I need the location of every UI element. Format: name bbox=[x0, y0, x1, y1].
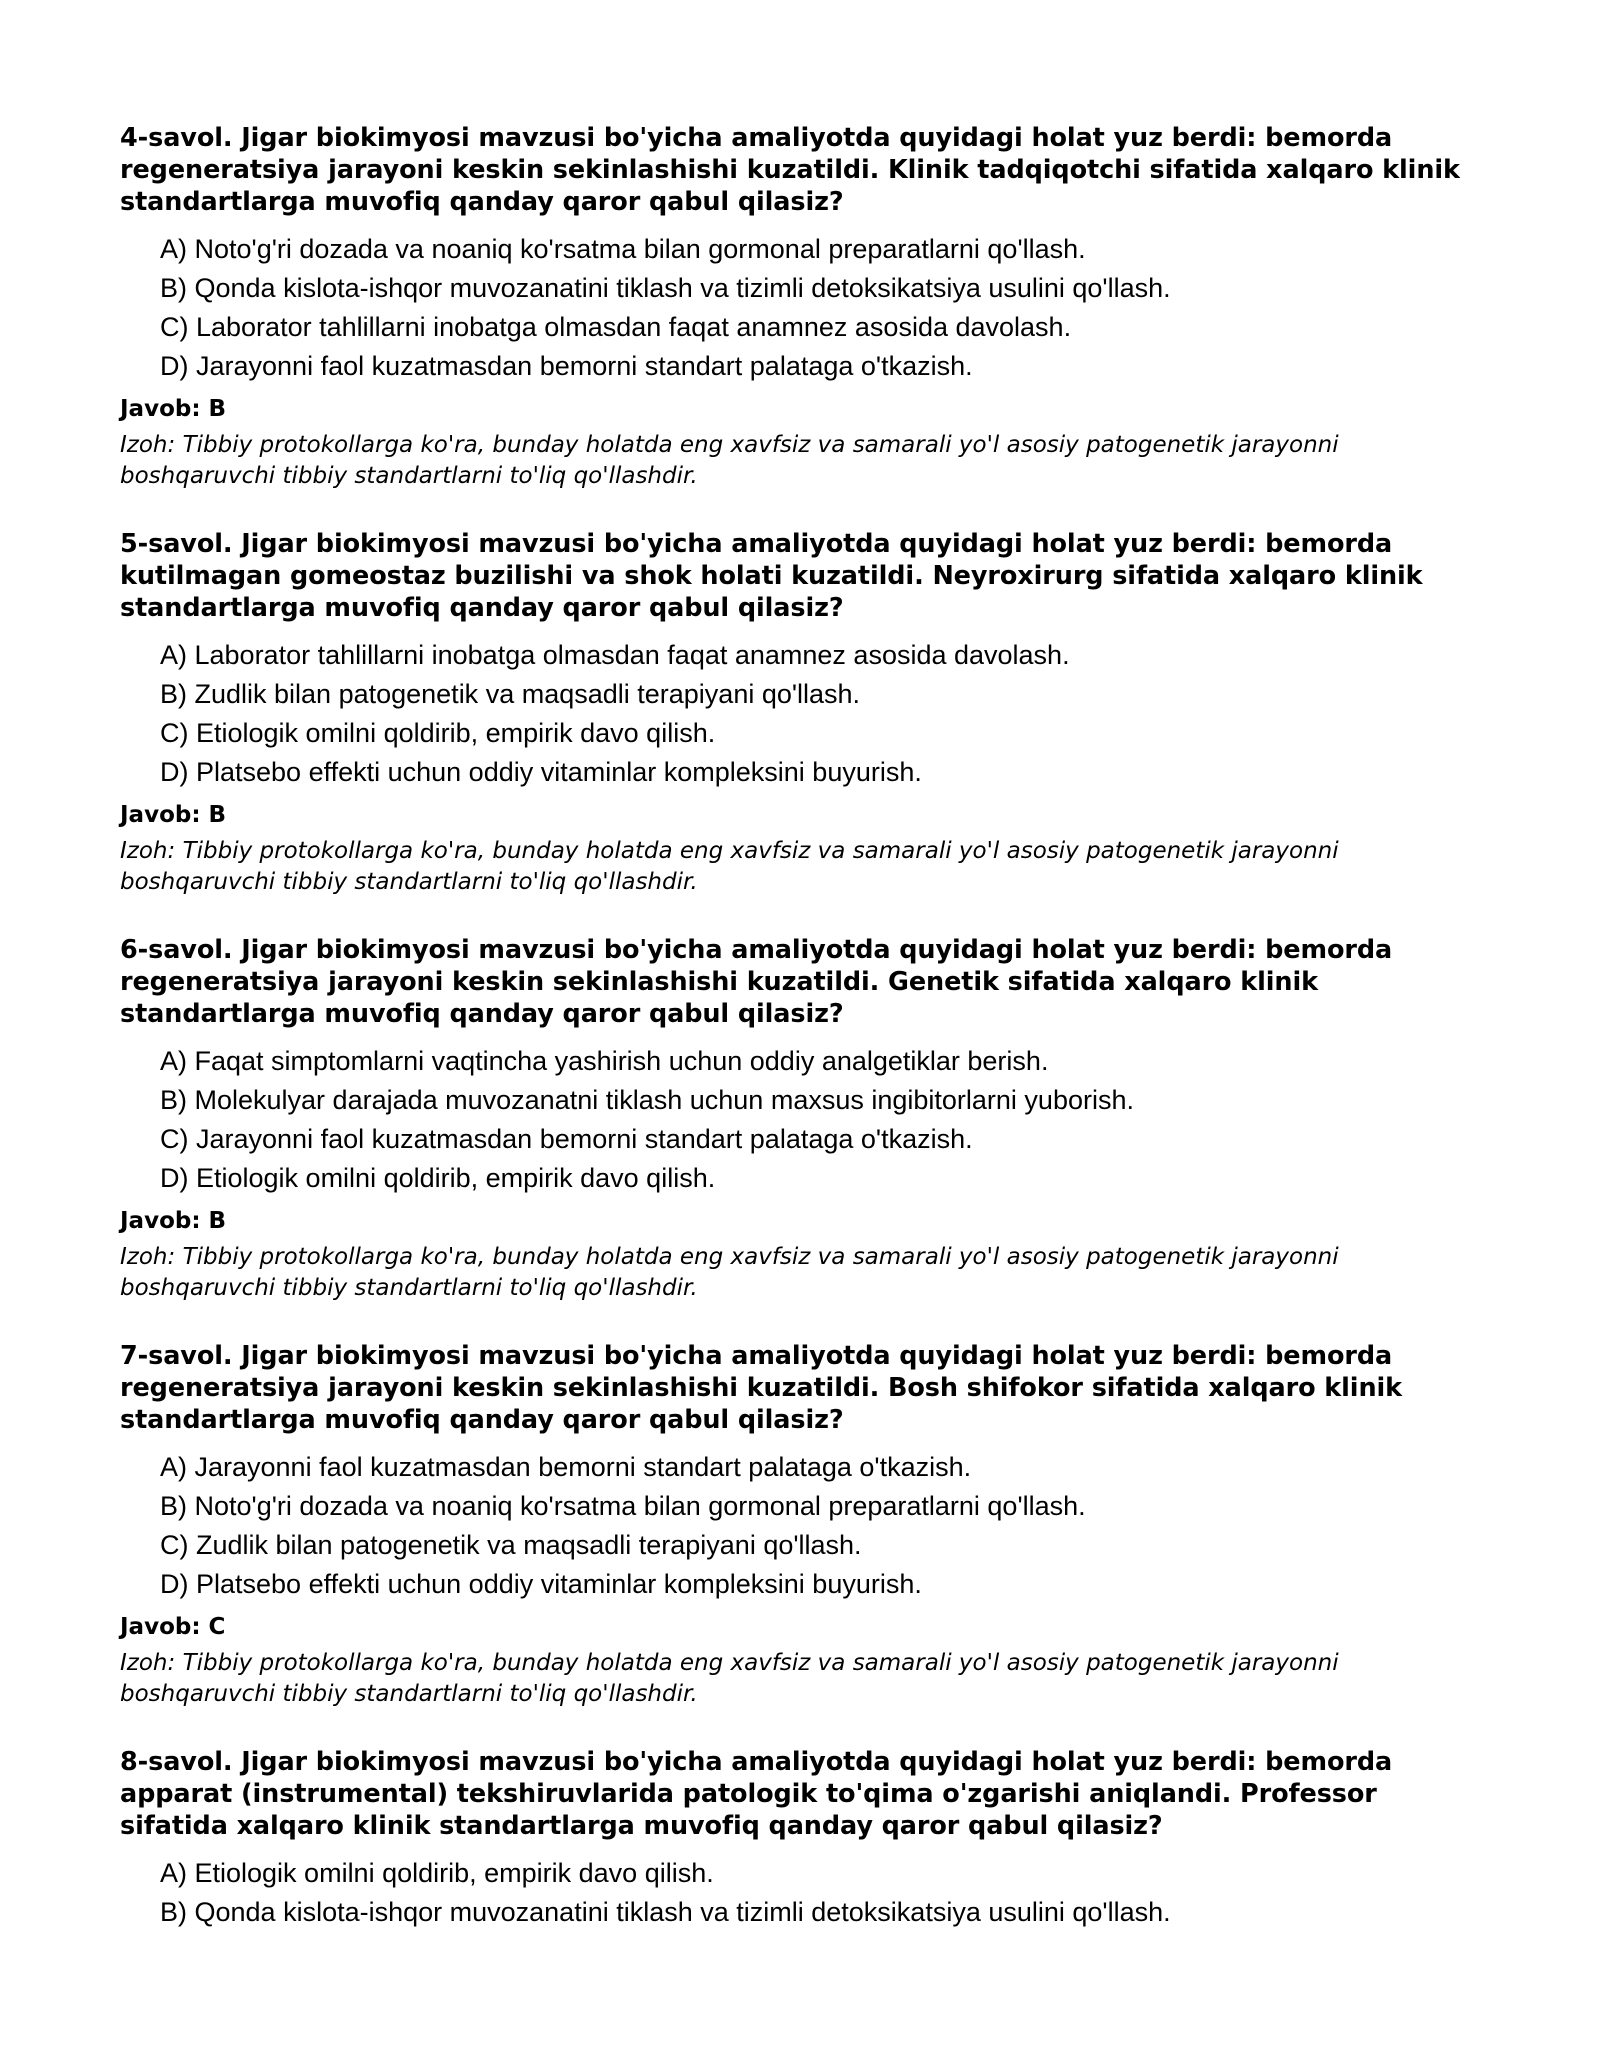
option-a: A) Laborator tahlillarni inobatga olmasdan faqat anamnez asosida davolash. bbox=[160, 640, 1070, 670]
question-8 bbox=[120, 1746, 1480, 1932]
answer-line: Javob: B bbox=[120, 396, 227, 422]
option-a: A) Jarayonni faol kuzatmasdan bemorni standart palataga o'tkazish. bbox=[160, 1452, 972, 1482]
answer-line: Javob: B bbox=[120, 802, 227, 828]
option-c: C) Etiologik omilni qoldirib, empirik davo qilish. bbox=[160, 718, 716, 748]
option-list bbox=[120, 230, 1480, 386]
answer-line: Javob: C bbox=[120, 1614, 226, 1640]
document-page bbox=[120, 122, 1480, 1968]
question-text: 7-savol. Jigar biokimyosi mavzusi bo'yicha amaliyotda quyidagi holat yuz berdi: bemorda regeneratsiya jarayoni keskin sekinlashishi kuzatildi. Bosh shifokor sifatida xalqaro klinik standartlarga muvofiq qanday qaror qabul qilasiz? bbox=[120, 1341, 1402, 1435]
option-a: A) Etiologik omilni qoldirib, empirik davo qilish. bbox=[160, 1858, 714, 1888]
option-b: B) Zudlik bilan patogenetik va maqsadli terapiyani qo'llash. bbox=[160, 679, 861, 709]
option-b: B) Qonda kislota-ishqor muvozanatini tiklash va tizimli detoksikatsiya usulini qo'llash. bbox=[160, 273, 1171, 303]
option-list bbox=[120, 1854, 1480, 1932]
option-a: A) Faqat simptomlarni vaqtincha yashirish uchun oddiy analgetiklar berish. bbox=[160, 1046, 1049, 1076]
question-text: 6-savol. Jigar biokimyosi mavzusi bo'yicha amaliyotda quyidagi holat yuz berdi: bemorda regeneratsiya jarayoni keskin sekinlashishi kuzatildi. Genetik sifatida xalqaro klinik standartlarga muvofiq qanday qaror qabul qilasiz? bbox=[120, 935, 1393, 1029]
question-text: 5-savol. Jigar biokimyosi mavzusi bo'yicha amaliyotda quyidagi holat yuz berdi: bemorda kutilmagan gomeostaz buzilishi va shok holati kuzatildi. Neyroxirurg sifatida xalqaro klinik standartlarga muvofiq qanday qaror qabul qilasiz? bbox=[120, 529, 1423, 623]
option-b: B) Molekulyar darajada muvozanatni tiklash uchun maxsus ingibitorlarni yuborish. bbox=[160, 1085, 1134, 1115]
option-c: C) Zudlik bilan patogenetik va maqsadli terapiyani qo'llash. bbox=[160, 1530, 862, 1560]
option-b: B) Qonda kislota-ishqor muvozanatini tiklash va tizimli detoksikatsiya usulini qo'llash. bbox=[160, 1897, 1171, 1927]
option-d: D) Platsebo effekti uchun oddiy vitaminlar kompleksini buyurish. bbox=[160, 757, 922, 787]
option-list bbox=[120, 1448, 1480, 1604]
option-c: C) Jarayonni faol kuzatmasdan bemorni standart palataga o'tkazish. bbox=[160, 1124, 973, 1154]
question-5 bbox=[120, 528, 1480, 898]
question-text: 8-savol. Jigar biokimyosi mavzusi bo'yicha amaliyotda quyidagi holat yuz berdi: bemorda apparat (instrumental) tekshiruvlarida patologik to'qima o'zgarishi aniqlandi. Professor sifatida xalqaro klinik standartlarga muvofiq qanday qaror qabul qilasiz? bbox=[120, 1747, 1393, 1841]
answer-line: Javob: B bbox=[120, 1208, 227, 1234]
option-c: C) Laborator tahlillarni inobatga olmasdan faqat anamnez asosida davolash. bbox=[160, 312, 1072, 342]
option-d: D) Etiologik omilni qoldirib, empirik davo qilish. bbox=[160, 1163, 716, 1193]
question-6 bbox=[120, 934, 1480, 1304]
option-list bbox=[120, 1042, 1480, 1198]
explanation-note: Izoh: Tibbiy protokollarga ko'ra, bunday holatda eng xavfsiz va samarali yo'l asosiy patogenetik jarayonni boshqaruvchi tibbiy standartlarni to'liq qo'llashdir. bbox=[120, 838, 1339, 895]
explanation-note: Izoh: Tibbiy protokollarga ko'ra, bunday holatda eng xavfsiz va samarali yo'l asosiy patogenetik jarayonni boshqaruvchi tibbiy standartlarni to'liq qo'llashdir. bbox=[120, 432, 1339, 489]
option-b: B) Noto'g'ri dozada va noaniq ko'rsatma bilan gormonal preparatlarni qo'llash. bbox=[160, 1491, 1086, 1521]
option-a: A) Noto'g'ri dozada va noaniq ko'rsatma bilan gormonal preparatlarni qo'llash. bbox=[160, 234, 1086, 264]
explanation-note: Izoh: Tibbiy protokollarga ko'ra, bunday holatda eng xavfsiz va samarali yo'l asosiy patogenetik jarayonni boshqaruvchi tibbiy standartlarni to'liq qo'llashdir. bbox=[120, 1244, 1339, 1301]
explanation-note: Izoh: Tibbiy protokollarga ko'ra, bunday holatda eng xavfsiz va samarali yo'l asosiy patogenetik jarayonni boshqaruvchi tibbiy standartlarni to'liq qo'llashdir. bbox=[120, 1650, 1339, 1707]
question-4 bbox=[120, 122, 1480, 492]
option-d: D) Jarayonni faol kuzatmasdan bemorni standart palataga o'tkazish. bbox=[160, 351, 973, 381]
question-text: 4-savol. Jigar biokimyosi mavzusi bo'yicha amaliyotda quyidagi holat yuz berdi: bemorda regeneratsiya jarayoni keskin sekinlashishi kuzatildi. Klinik tadqiqotchi sifatida xalqaro klinik standartlarga muvofiq qanday qaror qabul qilasiz? bbox=[120, 123, 1460, 217]
option-list bbox=[120, 636, 1480, 792]
question-7 bbox=[120, 1340, 1480, 1710]
option-d: D) Platsebo effekti uchun oddiy vitaminlar kompleksini buyurish. bbox=[160, 1569, 922, 1599]
